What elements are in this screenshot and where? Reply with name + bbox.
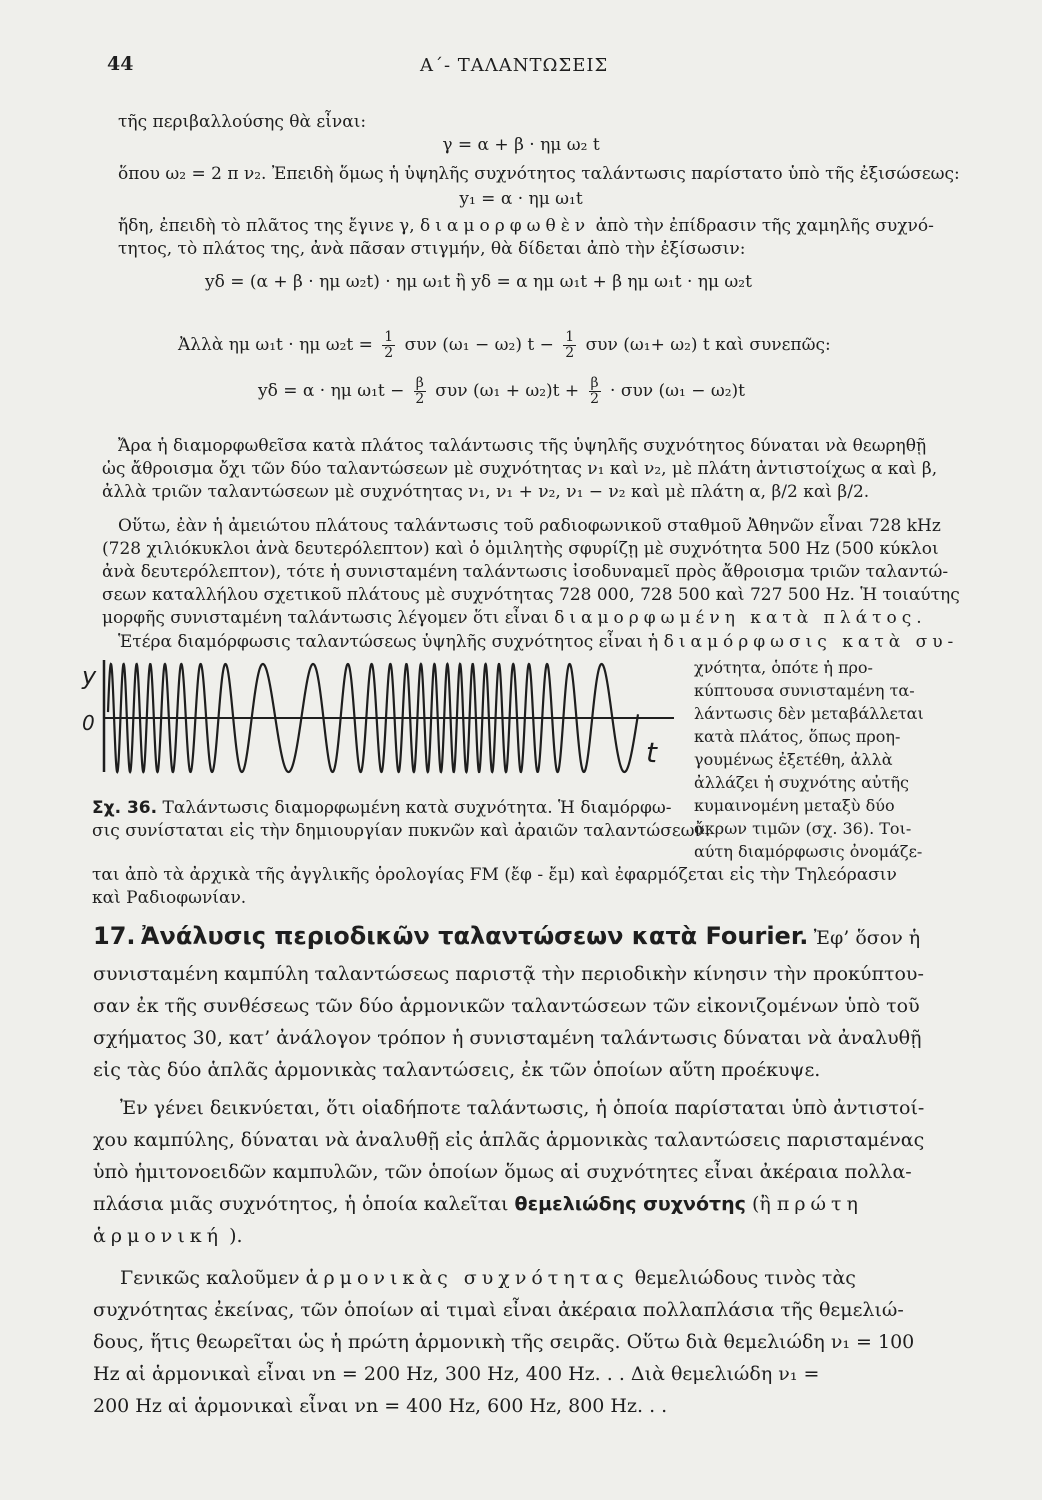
figure-caption-line: σις συνίσταται εἰς τὴν δημιουργίαν πυκνῶν καὶ ἀραιῶν ταλαντώσεων. (92, 821, 711, 841)
paragraph-line: 200 Hz αἱ ἁρμονικαὶ εἶναι νn = 400 Hz, 600 Hz, 800 Hz. . . (93, 1395, 668, 1417)
fraction (382, 330, 395, 361)
equation-1: γ = α + β · ημ ω₂ t (442, 135, 600, 155)
section-title: Ἀνάλυσις περιοδικῶν ταλαντώσεων κατὰ Fourier. (140, 922, 809, 950)
text-span: ). (229, 1225, 243, 1247)
paragraph-line: Hz αἱ ἁρμονικαὶ εἶναι νn = 200 Hz, 300 Hz, 400 Hz. . . Διὰ θεμελιώδη ν₁ = (93, 1363, 820, 1385)
equation-text: συν (ω₁+ ω₂) t καὶ συνεπῶς: (585, 335, 831, 355)
text-span: Ἑτέρα διαμόρφωσις ταλαντώσεως ὑψηλῆς συχνότητος εἶναι ἡ (118, 632, 659, 652)
spaced-emphasis: ἁρμονική (93, 1225, 224, 1247)
fraction-denominator: 2 (565, 345, 575, 361)
right-column-line: κυμαινομένη μεταξὺ δύο (694, 796, 895, 815)
fraction (589, 376, 601, 407)
right-column-line: αύτη διαμόρφωσις ὀνομάζε- (694, 842, 923, 861)
paragraph-line (93, 1188, 863, 1220)
text-span: ἀπὸ τὴν ἐπίδρασιν τῆς χαμηλῆς συχνό- (595, 216, 934, 236)
text-span: (ἢ (751, 1193, 771, 1215)
paragraph-line (120, 1262, 856, 1294)
section-heading (93, 924, 920, 951)
paragraph-line: ται ἀπὸ τὰ ἀρχικὰ τῆς ἀγγλικῆς ὁρολογίας FM (ἔφ - ἔμ) καὶ ἐφαρμόζεται εἰς τὴν Τηλεόρασιν (92, 865, 897, 885)
bold-term: θεμελιώδης συχνότης (514, 1193, 746, 1215)
paragraph-line: συνισταμένη καμπύλη ταλαντώσεως παριστᾷ τὴν περιοδικὴν κίνησιν τὴν προκύπτου- (93, 963, 924, 985)
paragraph-line: Ἄρα ἡ διαμορφωθεῖσα κατὰ πλάτος ταλάντωσις τῆς ὑψηλῆς συχνότητος δύναται νὰ θεωρηθῇ (118, 436, 927, 456)
fraction-denominator: 2 (384, 345, 394, 361)
paragraph-line: σχήματος 30, κατ’ ἀνάλογον τρόπον ἡ συνισταμένη ταλάντωσις δύναται νὰ ἀναλυθῇ (93, 1027, 922, 1049)
fraction-denominator: 2 (590, 391, 600, 407)
paragraph-line: ἀνὰ δευτερόλεπτον), τότε ἡ συνισταμένη ταλάντωσις ἰσοδυναμεῖ πρὸς ἄθροισμα τριῶν ταλαντώ- (102, 562, 949, 582)
fm-wave-plot (78, 650, 678, 790)
spaced-emphasis: διαμορφωμένη κατὰ πλάτος. (554, 608, 927, 628)
page-number: 44 (107, 53, 134, 75)
text-span: πλάσια μιᾶς συχνότητος, ἡ ὁποία καλεῖται (93, 1193, 509, 1215)
section-first-line-rest: Ἐφ’ ὅσον ἡ (813, 927, 921, 949)
t-axis-label: t (646, 736, 657, 769)
equation-text: · συν (ω₁ − ω₂)t (610, 381, 746, 401)
paragraph-line: καὶ Ραδιοφωνίαν. (92, 888, 247, 908)
right-column-line: κύπτουσα συνισταμένη τα- (694, 681, 915, 700)
spaced-emphasis: ἁρμονικὰς συχνότητας (305, 1267, 629, 1289)
right-column-line: γουμένως ἐξετέθη, ἀλλὰ (694, 750, 893, 769)
paragraph-line: σαν ἐκ τῆς συνθέσεως τῶν δύο ἁρμονικῶν ταλαντώσεων τῶν εἰκονιζομένων ὑπὸ τοῦ (93, 995, 920, 1017)
equation-text: συν (ω₁ + ω₂)t + (435, 381, 580, 401)
paragraph-line: τητος, τὸ πλάτος της, ἀνὰ πᾶσαν στιγμήν, θὰ δίδεται ἀπὸ τὴν ἐξίσωσιν: (118, 239, 746, 259)
paragraph-line (102, 606, 927, 630)
paragraph-line (93, 1220, 243, 1252)
paragraph-line: χου καμπύλης, δύναται νὰ ἀναλυθῇ εἰς ἁπλᾶς ἁρμονικὰς ταλαντώσεις παρισταμένας (93, 1129, 925, 1151)
right-column-line: χνότητα, ὁπότε ἡ προ- (694, 658, 873, 677)
fraction-numerator: 1 (384, 329, 394, 345)
paragraph-line: ἀλλὰ τριῶν ταλαντώσεων μὲ συχνότητας ν₁, ν₁ + ν₂, ν₁ − ν₂ καὶ μὲ πλάτη α, β/2 καὶ β/2. (102, 482, 870, 502)
paragraph-line: ὡς ἄθροισμα ὄχι τῶν δύο ταλαντώσεων μὲ συχνότητας ν₁ καὶ ν₂, μὲ πλάτη ἀντιστοίχως α καὶ β, (102, 459, 938, 479)
fraction-numerator: β (590, 375, 599, 391)
paragraph-line: εἰς τὰς δύο ἁπλᾶς ἁρμονικὰς ταλαντώσεις, ἐκ τῶν ὁποίων αὕτη προέκυψε. (93, 1059, 821, 1081)
text-span: μορφῆς συνισταμένη ταλάντωσις λέγομεν ὅτι εἶναι (102, 608, 549, 628)
equation-3: yδ = (α + β · ημ ω₂t) · ημ ω₁t ἢ yδ = α ημ ω₁t + β ημ ω₁t · ημ ω₂t (205, 272, 752, 292)
paragraph-line: Οὕτω, ἐὰν ἡ ἀμειώτου πλάτους ταλάντωσις τοῦ ραδιοφωνικοῦ σταθμοῦ Ἀθηνῶν εἶναι 728 kHz (118, 516, 941, 536)
caption-text: Ταλάντωσις διαμορφωμένη κατὰ συχνότητα. Ἡ διαμόρφω- (162, 798, 672, 818)
right-column-line: ἄκρων τιμῶν (σχ. 36). Τοι- (694, 819, 912, 838)
text-span: θεμελιώδους τινὸς τὰς (634, 1267, 856, 1289)
text-span: ἤδη, ἐπειδὴ τὸ πλᾶτος της ἔγινε γ, (118, 216, 415, 236)
text-span: Γενικῶς καλοῦμεν (120, 1267, 300, 1289)
spaced-emphasis: πρώτη (776, 1193, 863, 1215)
equation-4 (178, 330, 831, 361)
equation-text: Ἀλλὰ ημ ω₁t · ημ ω₂t = (178, 335, 373, 355)
equation-text: συν (ω₁ − ω₂) t − (404, 335, 554, 355)
fraction (414, 376, 426, 407)
spaced-emphasis: διαμόρφωσις κατὰ συ- (663, 632, 959, 652)
paragraph-line: ὅπου ω₂ = 2 π ν₂. Ἐπειδὴ ὅμως ἡ ὑψηλῆς συχνότητος ταλάντωσις παρίστατο ὑπὸ τῆς ἐξισώσεως: (118, 164, 960, 184)
origin-label: 0 (82, 711, 95, 735)
running-header: Α΄- ΤΑΛΑΝΤΩΣΕΙΣ (420, 55, 609, 76)
right-column-line: ἀλλάζει ἡ συχνότης αὐτῆς (694, 773, 909, 792)
fraction-numerator: 1 (565, 329, 575, 345)
paragraph-line (118, 214, 934, 238)
paragraph-line: (728 χιλιόκυκλοι ἀνὰ δευτερόλεπτον) καὶ ὁ ὁμιλητὴς σφυρίζῃ μὲ συχνότητα 500 Hz (500 κύκλοι (102, 539, 939, 559)
right-column-line: κατὰ πλάτος, ὅπως προη- (694, 727, 901, 746)
y-axis-label: y (82, 662, 97, 690)
figure-caption (92, 796, 671, 820)
fraction (563, 330, 576, 361)
equation-5 (258, 376, 745, 407)
right-column-line: λάντωσις δὲν μεταβάλλεται (694, 704, 924, 723)
section-number: 17. (93, 922, 136, 950)
spaced-emphasis: διαμορφωθὲν (420, 216, 591, 236)
fraction-numerator: β (415, 375, 424, 391)
paragraph-line: δους, ἥτις θεωρεῖται ὡς ἡ πρώτη ἁρμονικὴ τῆς σειρᾶς. Οὕτω διὰ θεμελιώδη ν₁ = 100 (93, 1331, 915, 1353)
caption-label: Σχ. 36. (92, 798, 158, 818)
paragraph-line: τῆς περιβαλλούσης θὰ εἶναι: (118, 112, 367, 132)
paragraph-line: σεων καταλλήλου σχετικοῦ πλάτους μὲ συχνότητας 728 000, 728 500 καὶ 727 500 Hz. Ἡ τοιαύτης (102, 585, 960, 605)
figure-36 (78, 650, 678, 797)
paragraph-line: Ἐν γένει δεικνύεται, ὅτι οἱαδήποτε ταλάντωσις, ἡ ὁποία παρίσταται ὑπὸ ἀντιστοί- (120, 1097, 925, 1119)
equation-text: yδ = α · ημ ω₁t − (258, 381, 405, 401)
paragraph-line: συχνότητας ἐκείνας, τῶν ὁποίων αἱ τιμαὶ εἶναι ἀκέραια πολλαπλάσια τῆς θεμελιώ- (93, 1299, 904, 1321)
equation-2: y₁ = α · ημ ω₁t (459, 189, 583, 209)
fraction-denominator: 2 (415, 391, 425, 407)
paragraph-line: ὑπὸ ἡμιτονοειδῶν καμπυλῶν, τῶν ὁποίων ὅμως αἱ συχνότητες εἶναι ἀκέραια πολλα- (93, 1161, 912, 1183)
